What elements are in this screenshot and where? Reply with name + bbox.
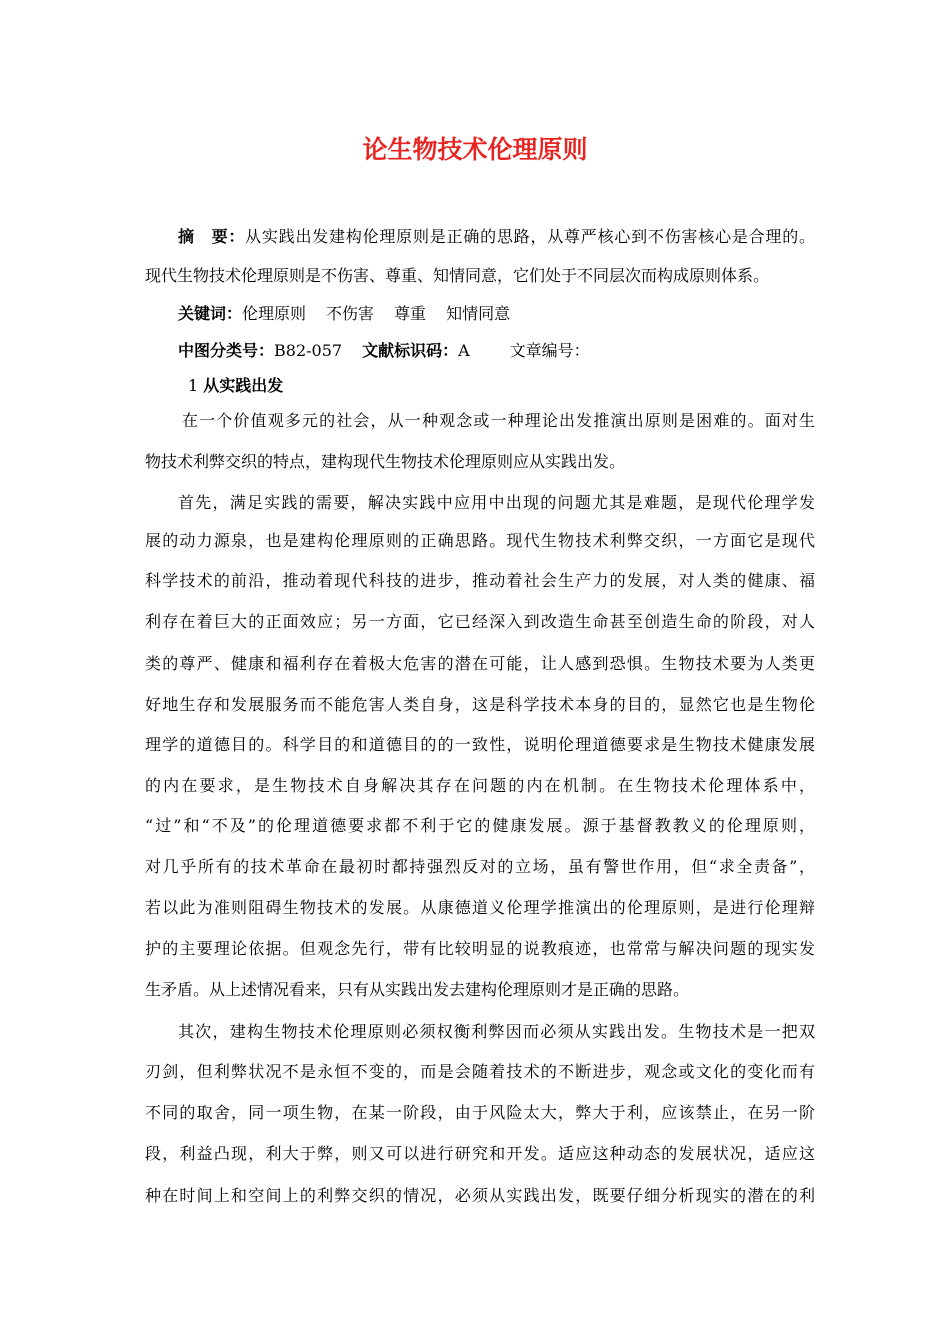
section-title: 从实践出发 <box>203 376 284 395</box>
keyword-1: 伦理原则 <box>242 304 307 323</box>
abstract-line-1 <box>178 226 815 248</box>
p3-line-1: 其次，建构生物技术伦理原则必须权衡利弊因而必须从实践出发。生物技术是一把双 <box>178 1022 815 1041</box>
abstract-text-1: 从实践出发建构伦理原则是正确的思路，从尊严核心到不伤害核心是合理的。 <box>245 227 815 246</box>
section-heading <box>188 375 858 397</box>
clc-label: 中图分类号： <box>178 341 275 360</box>
keyword-2: 不伤害 <box>326 304 375 323</box>
p1-line-2: 物技术利弊交织的特点，建构现代生物技术伦理原则应从实践出发。 <box>145 452 626 471</box>
p2-line-6: 好地生存和发展服务而不能危害人类自身，这是科学技术本身的目的，显然它也是生物伦 <box>145 695 815 714</box>
p3-line-5: 种在时间上和空间上的利弊交织的情况，必须从实践出发，既要仔细分析现实的潜在的利 <box>145 1186 815 1205</box>
p2-line-1: 首先，满足实践的需要，解决实践中应用中出现的问题尤其是难题，是现代伦理学发 <box>178 493 815 512</box>
p2-line-13: 生矛盾。从上述情况看来，只有从实践出发去建构伦理原则才是正确的思路。 <box>145 980 690 999</box>
p2-line-10: 对几乎所有的技术革命在最初时都持强烈反对的立场，虽有警世作用，但“求全责备”， <box>145 857 815 876</box>
clc-value: B82-057 <box>274 341 343 360</box>
p3-line-2: 刃剑，但利弊状况不是永恒不变的，而是会随着技术的不断进步，观念或文化的变化而有 <box>145 1062 815 1081</box>
classification-line <box>178 340 815 362</box>
section-number: 1 <box>188 376 199 395</box>
keywords-line <box>178 303 815 325</box>
p2-line-7: 理学的道德目的。科学目的和道德目的的一致性，说明伦理道德要求是生物技术健康发展 <box>145 735 815 754</box>
p3-line-3: 不同的取舍，同一项生物，在某一阶段，由于风险太大，弊大于利，应该禁止，在另一阶 <box>145 1103 815 1122</box>
p2-line-5: 类的尊严、健康和福利存在着极大危害的潜在可能，让人感到恐惧。生物技术要为人类更 <box>145 654 815 673</box>
p2-line-11: 若以此为准则阻碍生物技术的发展。从康德道义伦理学推演出的伦理原则，是进行伦理辩 <box>145 898 815 917</box>
p2-line-9: “过”和“不及”的伦理道德要求都不利于它的健康发展。源于基督教教义的伦理原则， <box>145 816 815 835</box>
p2-line-2: 展的动力源泉，也是建构伦理原则的正确思路。现代生物技术利弊交织，一方面它是现代 <box>145 531 815 550</box>
p2-line-12: 护的主要理论依据。但观念先行，带有比较明显的说教痕迹，也常常与解决问题的现实发 <box>145 939 815 958</box>
p2-line-4: 利存在着巨大的正面效应；另一方面，它已经深入到改造生命甚至创造生命的阶段，对人 <box>145 612 815 631</box>
p1-line-1: 在一个价值观多元的社会，从一种观念或一种理论出发推演出原则是困难的。面对生 <box>182 411 815 430</box>
p3-line-4: 段，利益凸现，利大于弊，则又可以进行研究和开发。适应这种动态的发展状况，适应这 <box>145 1144 815 1163</box>
keywords-label: 关键词： <box>178 304 243 323</box>
p2-line-3: 科学技术的前沿，推动着现代科技的进步，推动着社会生产力的发展，对人类的健康、福 <box>145 571 815 590</box>
p2-line-8: 的内在要求，是生物技术自身解决其存在问题的内在机制。在生物技术伦理体系中， <box>145 776 815 795</box>
doc-code-value: A <box>458 341 470 360</box>
abstract-label: 摘 要： <box>178 227 246 246</box>
document-title: 论生物技术伦理原则 <box>362 135 588 164</box>
abstract-line-2: 现代生物技术伦理原则是不伤害、尊重、知情同意，它们处于不同层次而构成原则体系。 <box>145 266 770 285</box>
keyword-3: 尊重 <box>394 304 427 323</box>
doc-code-label: 文献标识码： <box>362 341 459 360</box>
keyword-4: 知情同意 <box>446 304 511 323</box>
article-no-label: 文章编号： <box>509 341 590 360</box>
